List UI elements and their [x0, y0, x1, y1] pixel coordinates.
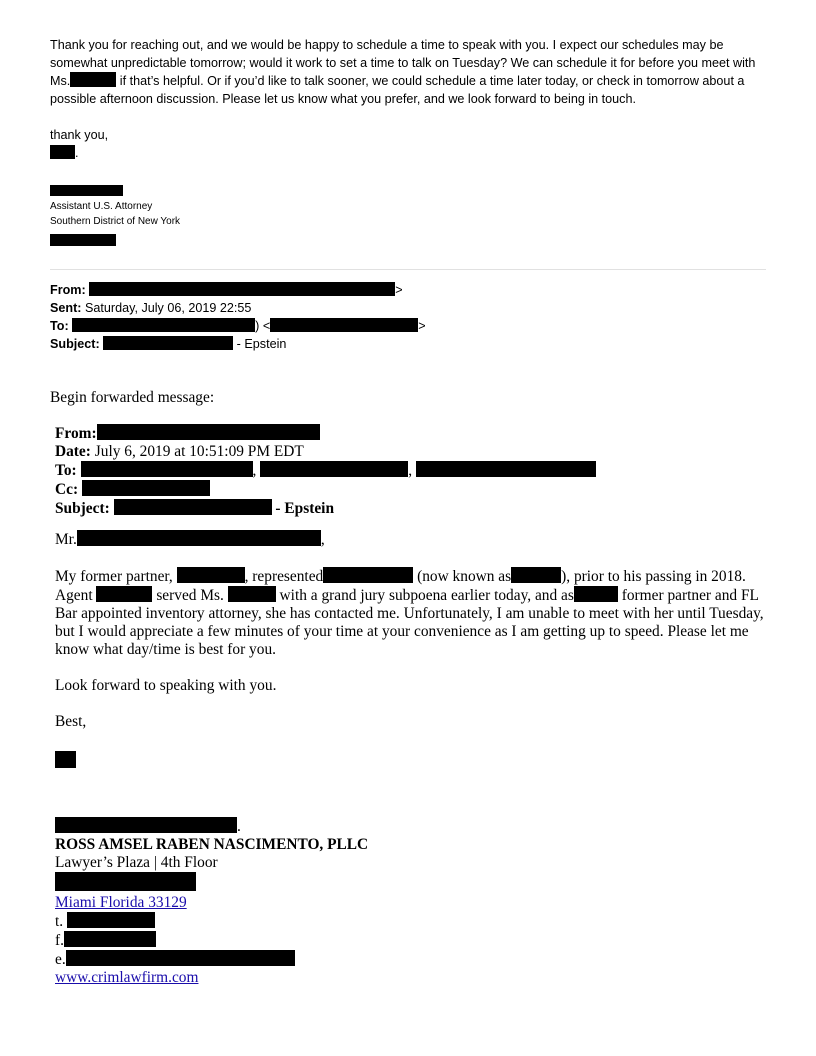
- firm-email: e.: [55, 950, 770, 969]
- signature-name: [50, 181, 770, 199]
- header-sent: Sent: Saturday, July 06, 2019 22:55: [50, 301, 252, 315]
- redaction: [55, 872, 196, 891]
- redaction: [114, 499, 272, 515]
- redaction: [81, 461, 253, 477]
- sign-off: Best,: [55, 713, 87, 730]
- firm-street: [55, 872, 770, 894]
- sender-initials: [55, 751, 770, 771]
- body-paragraph: My former partner, , represented (now known as ), prior to his passing in 2018. Agent served Ms. with a grand jury subpoena earlier today, and as former partner and FL Bar appointed inventory attorney, she has contacted me. Unfortunately, I am unable to meet with her until Tuesday, but I would appreciate a few minutes of your time at your convenience as I am getting up to speed. Please let me know what day/time is best for you.: [55, 568, 764, 658]
- forward-intro: Begin forwarded message:: [50, 389, 215, 406]
- sender-name: .: [55, 817, 770, 836]
- firm-phone: t.: [55, 912, 770, 931]
- redaction: [70, 72, 116, 87]
- signature-office: Southern District of New York: [50, 216, 181, 227]
- firm-city: [55, 894, 770, 912]
- forwarded-header: [55, 424, 596, 518]
- redaction: [574, 586, 618, 602]
- redaction: [96, 586, 152, 602]
- fwd-cc: Cc:: [55, 480, 596, 499]
- redaction: [55, 751, 76, 768]
- reply-message: [50, 36, 770, 249]
- header-from: From: >: [50, 283, 403, 297]
- redaction: [260, 461, 408, 477]
- redaction: [97, 424, 320, 440]
- reply-closing: thank you,: [50, 128, 109, 142]
- signature-contact: [50, 231, 770, 249]
- firm-fax: f.: [55, 931, 770, 950]
- redaction: [511, 567, 561, 583]
- fwd-date: Date: July 6, 2019 at 10:51:09 PM EDT: [55, 443, 304, 460]
- redaction: [50, 234, 116, 246]
- redaction: [228, 586, 276, 602]
- look-forward-line: Look forward to speaking with you.: [55, 677, 277, 694]
- redaction: [55, 817, 237, 833]
- redaction: [72, 318, 255, 332]
- firm-address: Lawyer’s Plaza | 4th Floor: [55, 854, 218, 871]
- redaction: [177, 567, 245, 583]
- email-header: [50, 281, 426, 353]
- redaction: [67, 912, 155, 928]
- firm-name: ROSS AMSEL RABEN NASCIMENTO, PLLC: [55, 836, 369, 853]
- signature-title: Assistant U.S. Attorney: [50, 201, 153, 212]
- separator-line: [50, 269, 766, 270]
- redaction: [416, 461, 596, 477]
- fwd-from: From:: [55, 424, 596, 443]
- redaction: [89, 282, 395, 296]
- forwarded-body: [55, 530, 770, 987]
- fwd-to: To: , ,: [55, 461, 596, 480]
- reply-initials: .: [50, 144, 770, 162]
- firm-website: [55, 969, 770, 987]
- redaction: [50, 185, 123, 196]
- fwd-subject: Subject: - Epstein: [55, 500, 335, 517]
- salutation: Mr. ,: [55, 531, 325, 548]
- city-link[interactable]: Miami Florida 33129: [55, 894, 187, 911]
- redaction: [323, 567, 413, 583]
- reply-paragraph: Thank you for reaching out, and we would be happy to schedule a time to speak with you. I expect our schedules may be somewhat unpredictable tomorrow; would it work to set a time to talk on Tuesday? We can schedule it for before you meet with Ms. if that’s helpful. Or if you’d like to talk sooner, we could schedule a time later today, or check in tomorrow about a possible afternoon discussion. Please let us know what you prefer, and we look forward to being in touch.: [50, 38, 756, 106]
- redaction: [50, 145, 75, 159]
- redaction: [270, 318, 418, 332]
- header-subject: Subject: - Epstein: [50, 337, 287, 351]
- redaction: [103, 336, 233, 350]
- redaction: [64, 931, 156, 947]
- redaction: [66, 950, 295, 966]
- header-to: To: ) < >: [50, 319, 426, 333]
- website-link[interactable]: www.crimlawfirm.com: [55, 969, 199, 986]
- redaction: [77, 530, 321, 546]
- redaction: [82, 480, 210, 496]
